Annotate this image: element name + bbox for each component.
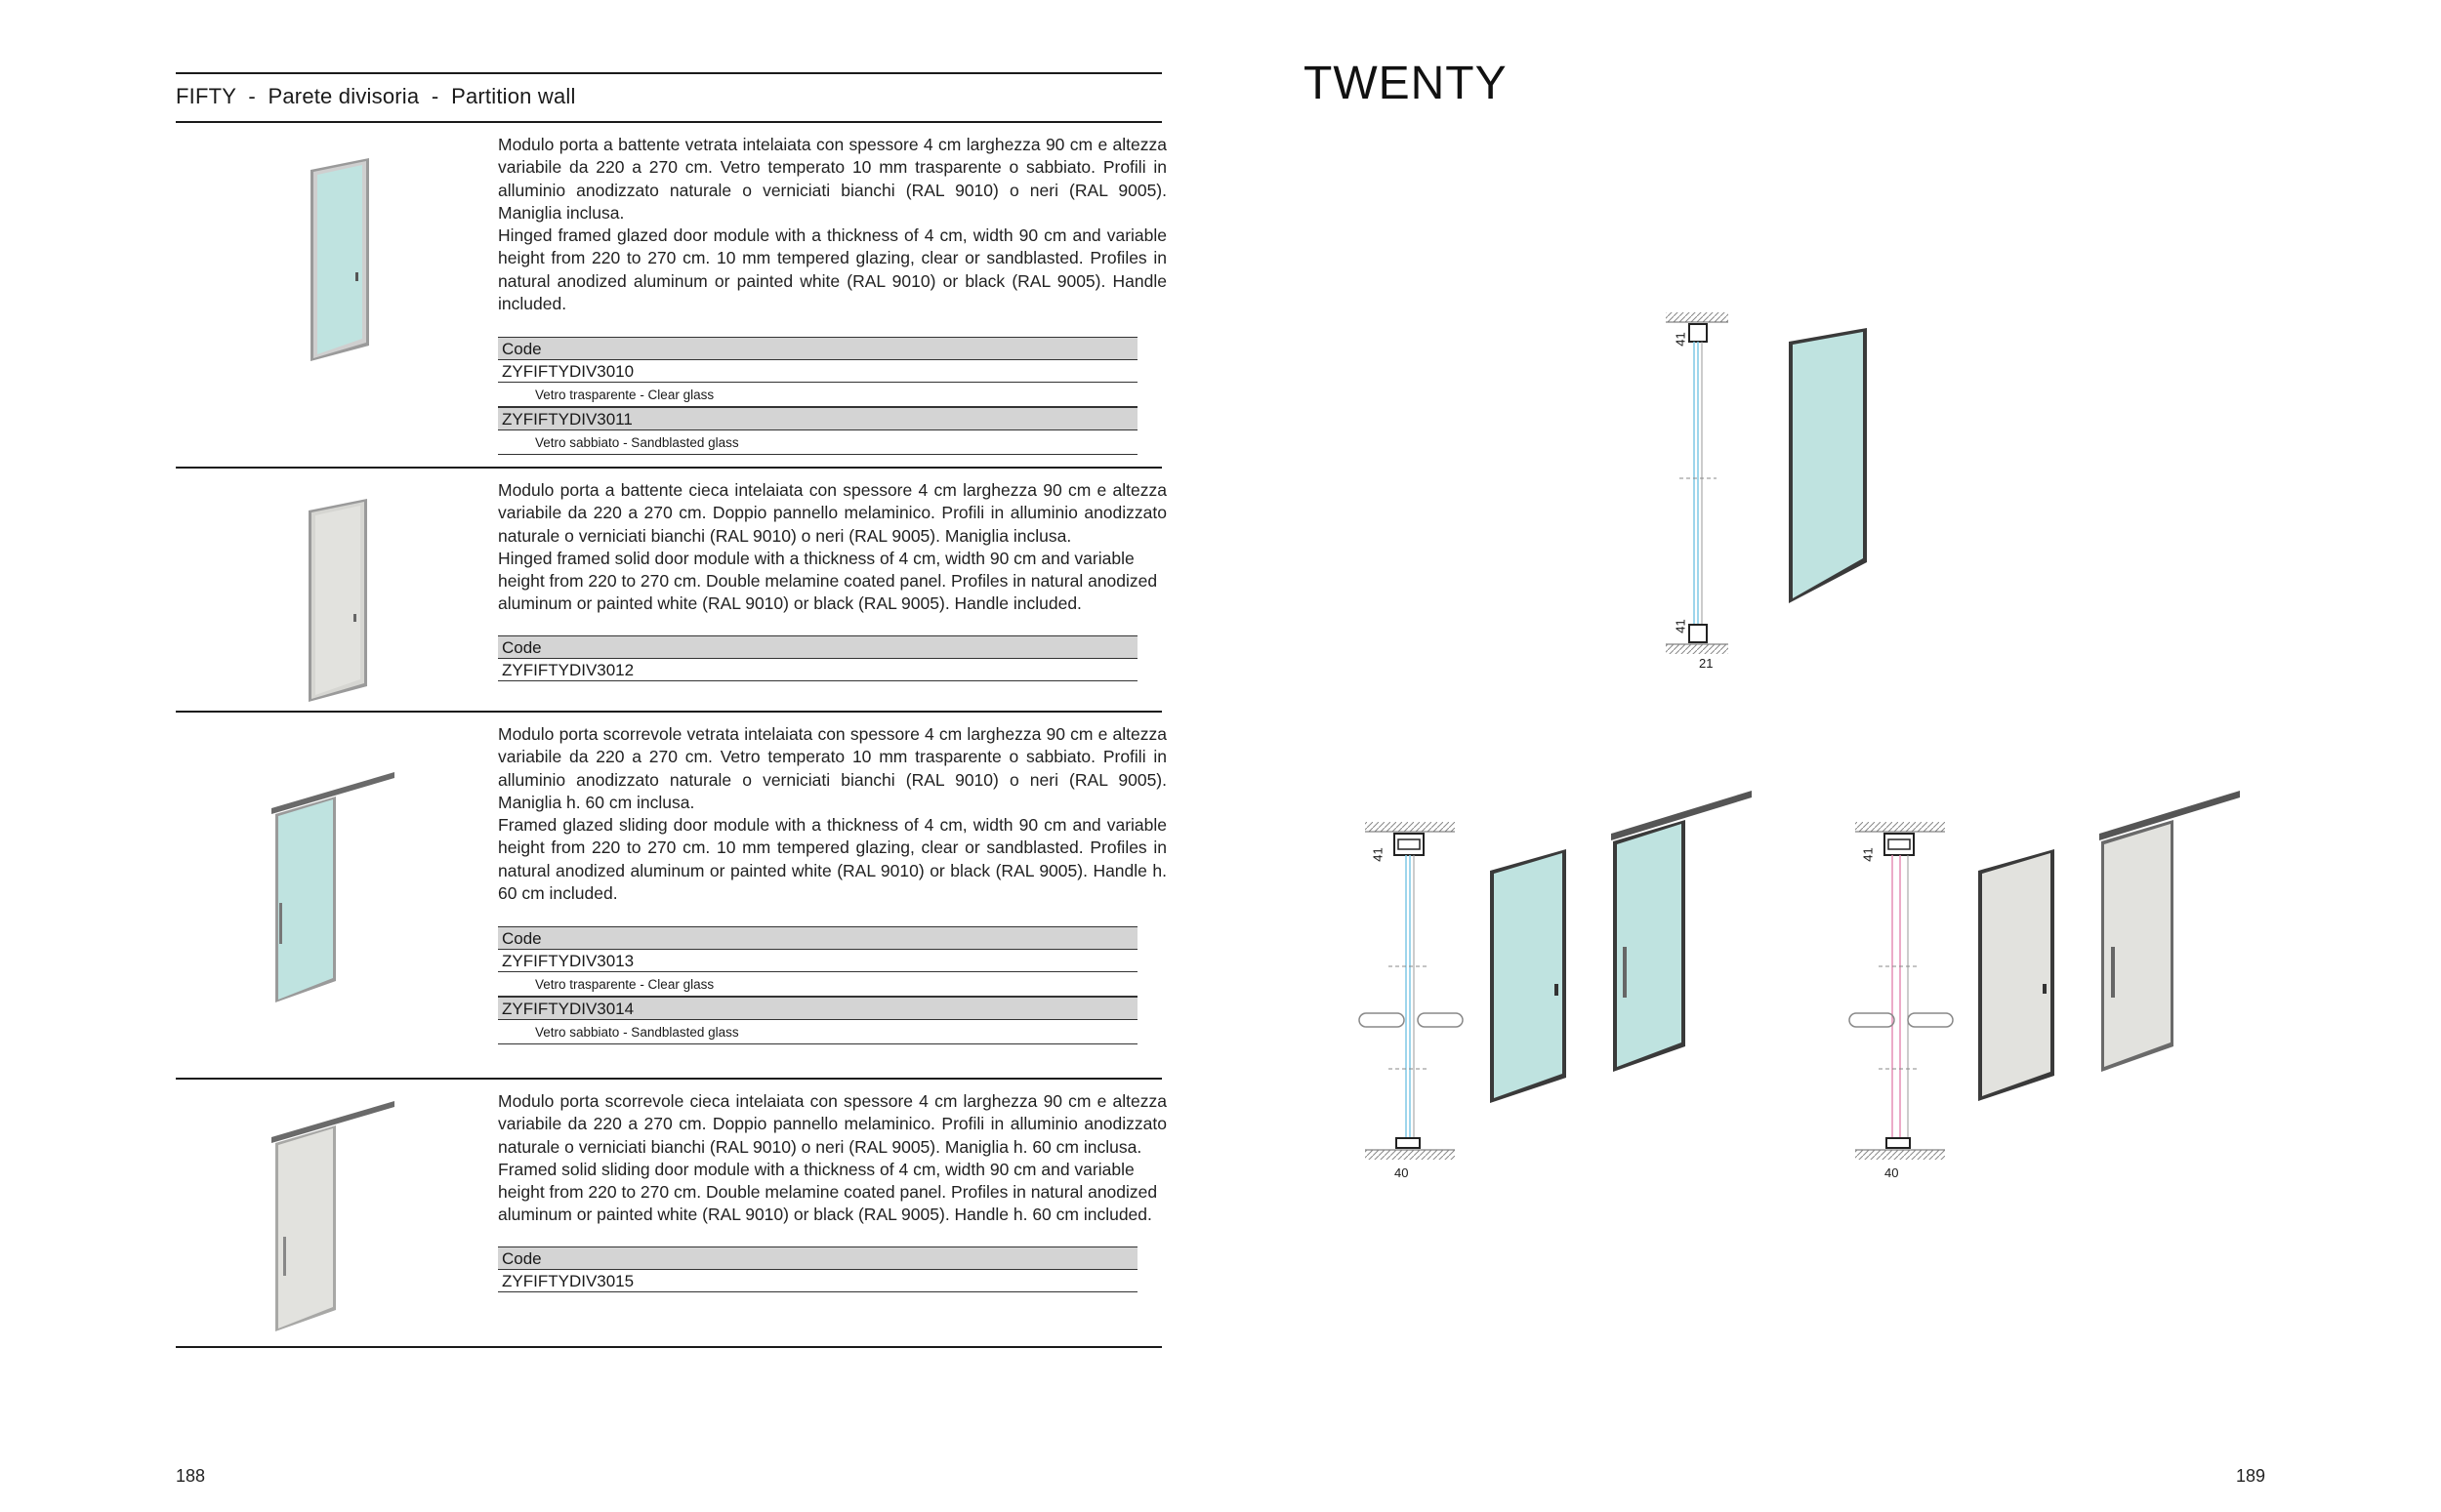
page-number-right: 189 (2236, 1466, 2266, 1486)
hinged-glazed-desc-it: Modulo porta a battente vetrata intelaiata con spessore 4 cm larghezza 90 cm e altezza variabile da 220 a 270 cm. Vetro temperato 10 mm trasparente o sabbiato. Profili in alluminio anodizzato naturale o verniciati bianchi (RAL 9010) o neri (RAL 9005). Maniglia inclusa. (498, 135, 1167, 223)
code-note: Vetro trasparente - Clear glass (498, 383, 1138, 407)
code-note: Vetro sabbiato - Sandblasted glass (498, 1020, 1138, 1044)
sliding-solid-description (498, 1090, 1167, 1227)
dimension-label: 40 (1394, 1165, 1409, 1180)
code-value: ZYFIFTYDIV3010 (498, 360, 1138, 383)
dimension-label: 41 (1673, 332, 1688, 347)
code-value: ZYFIFTYDIV3013 (498, 950, 1138, 972)
sliding-solid-desc-it: Modulo porta scorrevole cieca intelaiata con spessore 4 cm larghezza 90 cm e altezza variabile da 220 a 270 cm. Doppio pannello melaminico. Profili in alluminio anodizzato naturale o verniciati bianchi (RAL 9010) o neri (RAL 9005). Maniglia h. 60 cm inclusa. (498, 1091, 1167, 1157)
sliding-glazed-desc-it: Modulo porta scorrevole vetrata intelaiata con spessore 4 cm larghezza 90 cm e altezza variabile da 220 a 270 cm. Vetro temperato 10 mm trasparente o sabbiato. Profili in alluminio anodizzato naturale o verniciati bianchi (RAL 9010) o neri (RAL 9005). Maniglia h. 60 cm inclusa. (498, 724, 1167, 812)
solid-door-section-drawing (1845, 781, 2255, 1171)
sliding-glazed-code-table (498, 926, 1138, 1044)
dimension-label: 41 (1673, 619, 1688, 633)
glass-door-section-drawing (1355, 781, 1765, 1171)
code-header: Code (498, 337, 1138, 360)
sliding-glazed-desc-en: Framed glazed sliding door module with a thickness of 4 cm, width 90 cm and variable height from 220 to 270 cm. 10 mm tempered glazing, clear or sandblasted. Profiles in natural anodized aluminum or painted white (RAL 9010) or black (RAL 9005). Handle h. 60 cm included. (498, 815, 1167, 904)
hinged-glazed-code-table (498, 337, 1138, 455)
dimension-label: 41 (1370, 847, 1386, 862)
hinged-glazed-description (498, 134, 1167, 315)
sliding-solid-door-thumbnail (269, 1095, 396, 1339)
sliding-solid-desc-en: Framed solid sliding door module with a thickness of 4 cm, width 90 cm and variable height from 220 to 270 cm. Double melamine coated panel. Profiles in natural anodized aluminum or painted white (RAL 9010) or black (RAL 9005). Handle h. 60 cm included. (498, 1159, 1158, 1225)
dimension-label: 41 (1860, 847, 1876, 862)
dimension-label: 40 (1884, 1165, 1899, 1180)
item-divider (176, 467, 1162, 469)
code-note: Vetro sabbiato - Sandblasted glass (498, 430, 1138, 455)
page-number-left: 188 (176, 1466, 206, 1486)
hinged-solid-code-table (498, 635, 1138, 681)
sliding-glazed-description (498, 723, 1167, 905)
code-value: ZYFIFTYDIV3014 (498, 997, 1138, 1020)
sliding-glazed-door-thumbnail (269, 766, 396, 1010)
item-divider (176, 1078, 1162, 1080)
dimension-label: 21 (1699, 656, 1714, 671)
header-rule (176, 121, 1162, 123)
brand-title: TWENTY (1303, 58, 1508, 109)
hinged-glazed-door-thumbnail (303, 154, 371, 365)
code-value: ZYFIFTYDIV3015 (498, 1270, 1138, 1292)
hinged-solid-desc-en: Hinged framed solid door module with a thickness of 4 cm, width 90 cm and variable height from 220 to 270 cm. Double melamine coated panel. Profiles in natural anodized aluminum or painted white (RAL 9010) or black (RAL 9005). Handle included. (498, 548, 1158, 614)
hinged-solid-desc-it: Modulo porta a battente cieca intelaiata con spessore 4 cm larghezza 90 cm e altezza variabile da 220 a 270 cm. Doppio pannello melaminico. Profili in alluminio anodizzato naturale o verniciati bianchi (RAL 9010) o neri (RAL 9005). Maniglia inclusa. (498, 480, 1167, 546)
hinged-solid-description (498, 479, 1167, 616)
code-note: Vetro trasparente - Clear glass (498, 972, 1138, 997)
code-header: Code (498, 635, 1138, 659)
top-rule (176, 72, 1162, 74)
code-header: Code (498, 926, 1138, 950)
hinged-glazed-desc-en: Hinged framed glazed door module with a thickness of 4 cm, width 90 cm and variable height from 220 to 270 cm. 10 mm tempered glazing, clear or sandblasted. Profiles in natural anodized aluminum or painted white (RAL 9010) or black (RAL 9005). Handle included. (498, 225, 1167, 314)
section-title: FIFTY - Parete divisoria - Partition wall (176, 84, 576, 108)
hinged-solid-door-thumbnail (301, 495, 369, 706)
sliding-solid-code-table (498, 1246, 1138, 1292)
code-value: ZYFIFTYDIV3012 (498, 659, 1138, 681)
bottom-rule (176, 1346, 1162, 1348)
item-divider (176, 711, 1162, 713)
code-header: Code (498, 1246, 1138, 1270)
code-value: ZYFIFTYDIV3011 (498, 407, 1138, 430)
